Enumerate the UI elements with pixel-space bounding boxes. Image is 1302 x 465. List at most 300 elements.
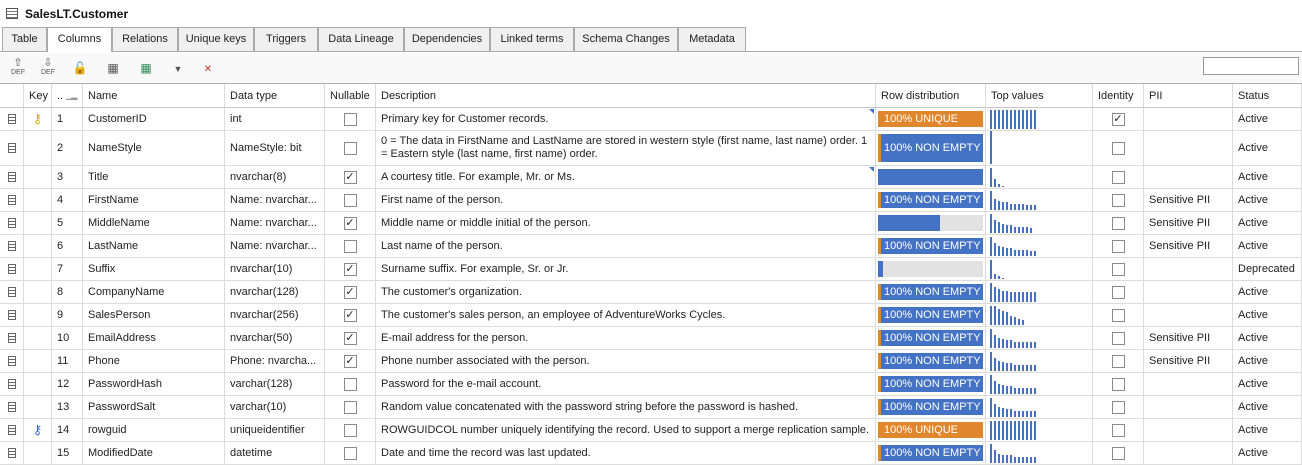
tab-relations[interactable]: Relations <box>112 27 178 51</box>
tab-triggers[interactable]: Triggers <box>254 27 318 51</box>
cell-key <box>24 166 52 188</box>
table-row[interactable] <box>0 304 1302 327</box>
description-text[interactable]: ROWGUIDCOL number uniquely identifying the record. Used to support a merge replication sample. <box>381 424 870 436</box>
top-value-bar <box>1034 205 1036 210</box>
top-value-bar <box>994 110 996 129</box>
cell-description <box>376 304 876 326</box>
cell-top <box>986 442 1093 464</box>
description-text[interactable]: Primary key for Customer records. <box>381 113 549 125</box>
type-text: datetime <box>230 447 273 459</box>
top-values-sparkline <box>990 442 1086 464</box>
tab-strip <box>0 27 1302 52</box>
cell-dist <box>876 442 986 464</box>
top-value-bar <box>998 454 1000 463</box>
filter-icon: ▼ <box>173 64 183 74</box>
top-value-bar <box>994 421 996 440</box>
description-text[interactable]: Surname suffix. For example, Sr. or Jr. <box>381 263 569 275</box>
cell-dist <box>876 212 986 234</box>
cell-icon <box>0 373 24 395</box>
primary-key-icon: ⚷ <box>32 111 43 126</box>
top-value-bar <box>1022 421 1024 440</box>
top-values-sparkline <box>990 166 1086 188</box>
table-row[interactable] <box>0 166 1302 189</box>
top-value-bar <box>1034 342 1036 348</box>
order-text: 6 <box>57 240 64 252</box>
name-text[interactable]: SalesPerson <box>88 309 151 321</box>
row-icon <box>8 379 16 389</box>
nullable-checkbox[interactable] <box>344 113 357 126</box>
identity-checkbox[interactable] <box>1112 355 1125 368</box>
filter-button[interactable] <box>168 58 188 78</box>
top-value-bar <box>990 421 992 440</box>
top-value-bar <box>990 214 992 233</box>
cell-name <box>83 442 225 464</box>
name-text[interactable]: EmailAddress <box>88 332 156 344</box>
identity-checkbox[interactable] <box>1112 424 1125 437</box>
identity-checkbox[interactable] <box>1112 401 1125 414</box>
status-text: Active <box>1238 171 1268 183</box>
name-text[interactable]: PasswordHash <box>88 378 162 390</box>
top-value-bar <box>1030 457 1032 463</box>
top-value-bar <box>994 306 996 325</box>
top-value-bar <box>998 222 1000 233</box>
tab-schema-changes[interactable]: Schema Changes <box>574 27 678 51</box>
cell-dist <box>876 189 986 211</box>
top-value-bar <box>1006 409 1008 417</box>
description-text[interactable]: Middle name or middle initial of the person. <box>381 217 591 229</box>
clear-filter-icon: ✕ <box>203 64 213 75</box>
type-text: varchar(128) <box>230 378 293 390</box>
cell-top <box>986 350 1093 372</box>
top-value-bar <box>1014 317 1016 325</box>
top-value-bar <box>1014 250 1016 256</box>
cell-pii <box>1144 258 1233 280</box>
header-name[interactable] <box>83 84 225 107</box>
distribution-label: 100% UNIQUE <box>884 113 958 125</box>
top-value-bar <box>1018 388 1020 394</box>
description-text[interactable]: First name of the person. <box>381 194 504 206</box>
cell-pii <box>1144 189 1233 211</box>
cell-description <box>376 327 876 349</box>
cell-top <box>986 189 1093 211</box>
description-text[interactable]: The customer's organization. <box>381 286 522 298</box>
description-text[interactable]: Random value concatenated with the password string before the password is hashed. <box>381 401 799 413</box>
table-row[interactable] <box>0 189 1302 212</box>
description-text[interactable]: E-mail address for the person. <box>381 332 529 344</box>
cell-pii <box>1144 350 1233 372</box>
tab-linked-terms[interactable]: Linked terms <box>490 27 574 51</box>
description-text[interactable]: 0 = The data in FirstName and LastName are stored in western style (first name, last name) order. 1 = Eastern style (last name, first name) order. <box>381 135 868 160</box>
name-text[interactable]: FirstName <box>88 194 139 206</box>
top-value-bar <box>994 243 996 256</box>
identity-checkbox[interactable] <box>1112 263 1125 276</box>
header-dist[interactable] <box>876 84 986 107</box>
cell-pii <box>1144 108 1233 130</box>
top-value-bar <box>1014 411 1016 417</box>
cell-name <box>83 327 225 349</box>
top-value-bar <box>1014 457 1016 463</box>
description-text[interactable]: A courtesy title. For example, Mr. or Ms. <box>381 171 575 183</box>
cell-status <box>1233 442 1302 464</box>
cell-dist <box>876 304 986 326</box>
nullable-checkbox[interactable] <box>344 401 357 414</box>
header-order[interactable] <box>52 84 83 107</box>
cell-top <box>986 396 1093 418</box>
cell-icon <box>0 212 24 234</box>
cell-key <box>24 189 52 211</box>
description-text[interactable]: Last name of the person. <box>381 240 503 252</box>
cell-pii <box>1144 304 1233 326</box>
top-value-bar <box>1018 250 1020 256</box>
cell-name <box>83 108 225 130</box>
status-text: Active <box>1238 332 1268 344</box>
cell-nullable <box>325 327 376 349</box>
cell-name <box>83 373 225 395</box>
cell-top <box>986 419 1093 441</box>
top-value-bar <box>1018 457 1020 463</box>
cell-top <box>986 212 1093 234</box>
header-icon <box>0 84 24 107</box>
top-value-bar <box>1030 251 1032 256</box>
distribution-accent <box>878 330 881 346</box>
top-value-bar <box>1034 251 1036 256</box>
order-text: 4 <box>57 194 64 206</box>
type-text: nvarchar(128) <box>230 286 299 298</box>
header-identity[interactable] <box>1093 84 1144 107</box>
cell-status <box>1233 258 1302 280</box>
top-value-bar <box>1006 455 1008 463</box>
top-values-sparkline <box>990 108 1086 130</box>
cell-description <box>376 350 876 372</box>
identity-checkbox[interactable] <box>1112 194 1125 207</box>
table-row[interactable] <box>0 235 1302 258</box>
top-value-bar <box>1022 411 1024 417</box>
add-grid-icon: ▦ <box>140 61 152 75</box>
edit-column-button[interactable] <box>38 58 58 78</box>
top-value-bar <box>1006 202 1008 210</box>
table-row[interactable] <box>0 419 1302 442</box>
header-nullable[interactable] <box>325 84 376 107</box>
cell-key <box>24 442 52 464</box>
cell-status <box>1233 131 1302 165</box>
top-value-bar <box>990 329 992 348</box>
top-value-bar <box>990 375 992 394</box>
order-text: 10 <box>57 332 70 344</box>
top-value-bar <box>1018 292 1020 302</box>
row-distribution-bar <box>878 134 983 162</box>
cell-identity <box>1093 258 1144 280</box>
name-text[interactable]: ModifiedDate <box>88 447 153 459</box>
top-value-bar <box>1010 248 1012 256</box>
top-value-bar <box>1022 110 1024 129</box>
top-value-bar <box>1010 409 1012 417</box>
header-dist-label: Row distribution <box>881 89 960 102</box>
top-value-bar <box>1010 421 1012 440</box>
cell-name <box>83 396 225 418</box>
name-text[interactable]: Suffix <box>88 263 116 275</box>
description-note-marker <box>869 109 874 114</box>
nullable-checkbox[interactable]: ✓ <box>345 354 355 367</box>
cell-order <box>52 258 83 280</box>
nullable-checkbox[interactable]: ✓ <box>345 308 355 321</box>
pii-text: Sensitive PII <box>1149 240 1211 252</box>
name-text[interactable]: rowguid <box>88 424 127 436</box>
pii-text: Sensitive PII <box>1149 355 1211 367</box>
identity-checkbox[interactable] <box>1112 286 1125 299</box>
header-key[interactable] <box>24 84 52 107</box>
alternate-key-icon: ⚷ <box>32 422 43 437</box>
header-description[interactable] <box>376 84 876 107</box>
identity-checkbox[interactable]: ✓ <box>1113 112 1123 125</box>
top-values-sparkline <box>990 131 1086 165</box>
name-text[interactable]: PasswordSalt <box>88 401 156 413</box>
cell-nullable <box>325 131 376 165</box>
cell-order <box>52 419 83 441</box>
tab-data-lineage[interactable]: Data Lineage <box>318 27 404 51</box>
tab-dependencies[interactable]: Dependencies <box>404 27 490 51</box>
header-status-label: Status <box>1238 89 1270 102</box>
header-status[interactable] <box>1233 84 1302 107</box>
header-top[interactable] <box>986 84 1093 107</box>
top-value-bar <box>1014 342 1016 348</box>
top-value-bar <box>1006 291 1008 302</box>
table-row[interactable] <box>0 442 1302 465</box>
top-value-bar <box>1034 411 1036 417</box>
columns-grid <box>0 83 1302 465</box>
cell-type <box>225 131 325 165</box>
description-text[interactable]: Date and time the record was last updated. <box>381 447 591 459</box>
name-text[interactable]: CustomerID <box>88 113 147 125</box>
cell-key <box>24 304 52 326</box>
type-text: Name: nvarchar... <box>230 217 317 229</box>
lock-button[interactable] <box>70 58 90 78</box>
distribution-accent <box>878 353 881 369</box>
header-type[interactable] <box>225 84 325 107</box>
row-icon <box>8 143 16 153</box>
nullable-checkbox[interactable] <box>344 447 357 460</box>
table-row[interactable] <box>0 108 1302 131</box>
top-value-bar <box>1010 316 1012 325</box>
identity-checkbox[interactable] <box>1112 171 1125 184</box>
cell-description <box>376 189 876 211</box>
row-distribution-bar <box>878 261 983 277</box>
cell-type <box>225 258 325 280</box>
top-value-bar <box>1006 312 1008 325</box>
order-text: 14 <box>57 424 70 436</box>
status-text: Deprecated <box>1238 263 1295 275</box>
nullable-checkbox[interactable]: ✓ <box>345 216 355 229</box>
distribution-label: 100% NON EMPTY <box>884 378 981 390</box>
top-value-bar <box>1014 388 1016 394</box>
top-value-bar <box>990 260 992 279</box>
identity-checkbox[interactable] <box>1112 240 1125 253</box>
cell-top <box>986 327 1093 349</box>
table-row[interactable] <box>0 327 1302 350</box>
grid-button[interactable] <box>103 58 123 78</box>
top-value-bar <box>998 184 1000 187</box>
top-value-bar <box>1006 363 1008 371</box>
nullable-checkbox[interactable] <box>344 194 357 207</box>
cell-icon <box>0 281 24 303</box>
description-text[interactable]: Password for the e-mail account. <box>381 378 542 390</box>
top-value-bar <box>990 306 992 325</box>
status-text: Active <box>1238 447 1268 459</box>
cell-type <box>225 166 325 188</box>
cell-status <box>1233 166 1302 188</box>
add-grid-button[interactable] <box>136 58 156 78</box>
table-row[interactable] <box>0 396 1302 419</box>
toolbar <box>0 53 1302 82</box>
cell-icon <box>0 396 24 418</box>
identity-checkbox[interactable] <box>1112 332 1125 345</box>
status-text: Active <box>1238 217 1268 229</box>
top-value-bar <box>1026 457 1028 463</box>
toolbar-button-label: DEF <box>41 69 55 76</box>
description-text[interactable]: The customer's sales person, an employee of AdventureWorks Cycles. <box>381 309 726 321</box>
distribution-label: 100% NON EMPTY <box>884 401 981 413</box>
cell-identity <box>1093 235 1144 257</box>
cell-top <box>986 304 1093 326</box>
cell-identity <box>1093 419 1144 441</box>
cell-order <box>52 131 83 165</box>
identity-checkbox[interactable] <box>1112 217 1125 230</box>
identity-checkbox[interactable] <box>1112 447 1125 460</box>
cell-type <box>225 442 325 464</box>
cell-pii <box>1144 131 1233 165</box>
top-value-bar <box>1034 365 1036 371</box>
top-value-bar <box>1018 411 1020 417</box>
tab-metadata[interactable]: Metadata <box>678 27 746 51</box>
header-type-label: Data type <box>230 89 278 102</box>
cell-dist <box>876 166 986 188</box>
order-text: 15 <box>57 447 70 459</box>
cell-type <box>225 419 325 441</box>
top-value-bar <box>1026 205 1028 210</box>
cell-top <box>986 108 1093 130</box>
name-text[interactable]: Title <box>88 171 109 183</box>
cell-status <box>1233 396 1302 418</box>
top-value-bar <box>994 404 996 417</box>
top-value-bar <box>1002 455 1004 463</box>
search-input[interactable] <box>1203 57 1299 75</box>
row-icon <box>8 264 16 274</box>
pii-text: Sensitive PII <box>1149 194 1211 206</box>
cell-name <box>83 166 225 188</box>
top-value-bar <box>994 358 996 371</box>
top-value-bar <box>994 199 996 210</box>
identity-checkbox[interactable] <box>1112 309 1125 322</box>
cell-icon <box>0 304 24 326</box>
cell-icon <box>0 189 24 211</box>
identity-checkbox[interactable] <box>1112 142 1125 155</box>
name-text[interactable]: LastName <box>88 240 139 252</box>
type-text: Phone: nvarcha... <box>230 355 317 367</box>
table-row[interactable] <box>0 212 1302 235</box>
top-values-sparkline <box>990 258 1086 280</box>
top-value-bar <box>1014 227 1016 233</box>
name-text[interactable]: CompanyName <box>88 286 165 298</box>
top-value-bar <box>1022 457 1024 463</box>
tab-unique-keys[interactable]: Unique keys <box>178 27 254 51</box>
top-value-bar <box>1002 291 1004 302</box>
table-row[interactable] <box>0 350 1302 373</box>
top-value-bar <box>1030 388 1032 394</box>
cell-top <box>986 281 1093 303</box>
top-value-bar <box>1010 204 1012 210</box>
cell-icon <box>0 327 24 349</box>
tab-columns[interactable]: Columns <box>47 27 112 52</box>
top-value-bar <box>990 237 992 256</box>
top-value-bar <box>1002 362 1004 371</box>
cell-nullable <box>325 258 376 280</box>
nullable-checkbox[interactable] <box>344 142 357 155</box>
cell-dist <box>876 350 986 372</box>
nullable-checkbox[interactable]: ✓ <box>345 170 355 183</box>
cell-order <box>52 442 83 464</box>
top-value-bar <box>998 289 1000 302</box>
cell-nullable <box>325 304 376 326</box>
type-text: nvarchar(50) <box>230 332 293 344</box>
distribution-accent <box>878 376 881 392</box>
name-text[interactable]: Phone <box>88 355 120 367</box>
nullable-checkbox[interactable] <box>344 240 357 253</box>
lock-icon: 🔓 <box>72 61 88 75</box>
name-text[interactable]: MiddleName <box>88 217 150 229</box>
top-value-bar <box>1022 342 1024 348</box>
top-value-bar <box>1026 342 1028 348</box>
add-column-button[interactable] <box>8 58 28 78</box>
top-value-bar <box>1010 455 1012 463</box>
tab-table[interactable]: Table <box>2 27 47 51</box>
header-key-label: Key <box>29 89 48 102</box>
title-bar <box>0 0 1302 28</box>
cell-order <box>52 373 83 395</box>
distribution-accent <box>878 284 881 300</box>
table-row[interactable] <box>0 373 1302 396</box>
nullable-checkbox[interactable]: ✓ <box>345 262 355 275</box>
distribution-accent <box>878 399 881 415</box>
nullable-checkbox[interactable]: ✓ <box>345 331 355 344</box>
cell-key <box>24 212 52 234</box>
header-pii[interactable] <box>1144 84 1233 107</box>
top-value-bar <box>1014 292 1016 302</box>
top-value-bar <box>1022 320 1024 325</box>
nullable-checkbox[interactable]: ✓ <box>345 285 355 298</box>
status-text: Active <box>1238 113 1268 125</box>
row-distribution-bar <box>878 307 983 323</box>
cell-nullable <box>325 442 376 464</box>
table-row[interactable] <box>0 131 1302 166</box>
top-value-bar <box>1022 388 1024 394</box>
cell-description <box>376 108 876 130</box>
row-distribution-bar <box>878 169 983 185</box>
identity-checkbox[interactable] <box>1112 378 1125 391</box>
cell-dist <box>876 327 986 349</box>
description-text[interactable]: Phone number associated with the person. <box>381 355 590 367</box>
clear-filter-button[interactable] <box>198 58 218 78</box>
nullable-checkbox[interactable] <box>344 378 357 391</box>
name-text[interactable]: NameStyle <box>88 142 142 154</box>
top-value-bar <box>1002 278 1004 279</box>
cell-dist <box>876 396 986 418</box>
cell-status <box>1233 373 1302 395</box>
nullable-checkbox[interactable] <box>344 424 357 437</box>
table-row[interactable] <box>0 281 1302 304</box>
top-values-sparkline <box>990 212 1086 234</box>
cell-name <box>83 189 225 211</box>
table-row[interactable] <box>0 258 1302 281</box>
top-value-bar <box>1018 110 1020 129</box>
